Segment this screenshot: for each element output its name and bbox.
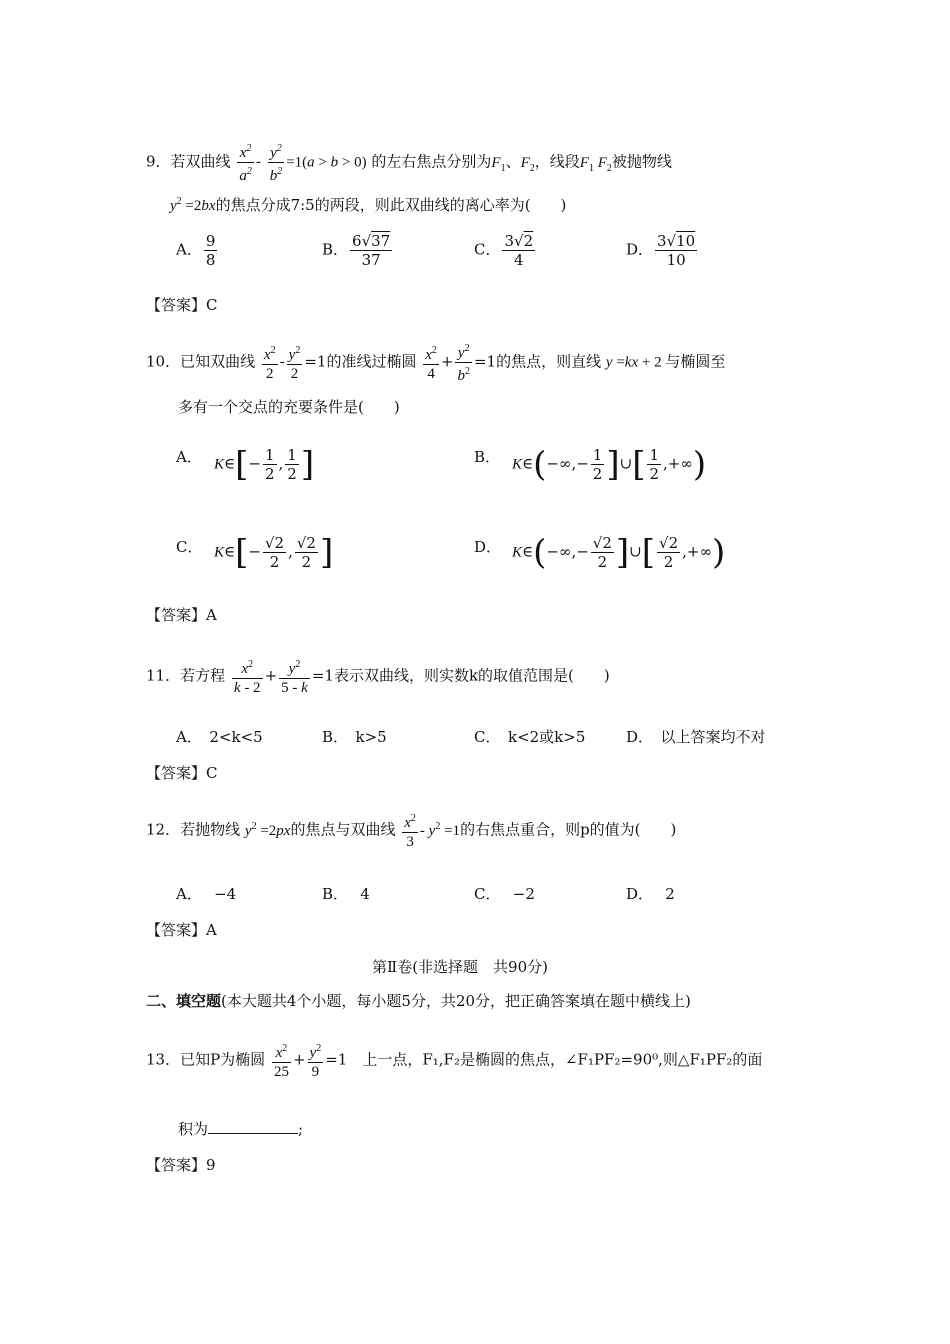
q13-answer: 【答案】9 [146,1156,216,1174]
q10-c-value: K∈[− $\frac{√2}{2}$ , $\frac{√2}{2}$ ] [214,532,334,573]
q9-mid2: ，线段 [534,152,580,171]
q9-option-b[interactable]: B． $\frac{6√37}{37}$ [322,232,391,269]
q10-number: 10． [146,352,181,371]
q10-b-value: K∈(−∞,− $\frac{1}{2}$ ]∪[ $\frac{1}{2}$ ,+∞) [512,444,707,485]
q10-d-value: K∈(−∞,− $\frac{√2}{2}$ ]∪[ $\frac{√2}{2}$ ,+∞) [512,532,726,573]
q9-number: 9． [146,152,171,171]
q9-line2-tail: 的焦点分成7:5的两段，则此双曲线的离心率为( ) [215,196,567,214]
q9-lead: 若双曲线 [170,152,231,171]
q12-option-d[interactable]: D． 2 [626,885,675,903]
q13-frac2: $\frac{y^2}{9}$ [308,1040,324,1081]
section-title: 第Ⅱ卷(非选择题 共90分) [372,958,548,976]
q11-option-d[interactable]: D． 以上答案均不对 [626,728,766,746]
q10-a-value: K∈[− $\frac{1}{2}$ , $\frac{1}{2}$ ] [214,444,315,485]
q9-answer: 【答案】C [146,296,218,314]
q9-b-value: $\frac{6√37}{37}$ [352,232,391,269]
q13-number: 13． [146,1050,181,1069]
q11-line1: 11．若方程 $\frac{x^2}{k - 2}$ + $\frac{y^2}{5 - k}$ =1表示双曲线，则实数k的取值范围是( ) [146,656,610,697]
q9-parabola: $y^2 =2bx$ [170,196,216,214]
q9-c-value: $\frac{3√2}{4}$ [504,232,534,269]
section-heading: 二、填空题 [146,992,222,1010]
q13-answer-blank[interactable] [208,1119,298,1134]
q9-condition: =1(a > b > 0) [286,154,367,171]
q12-option-c[interactable]: C． −2 [474,885,535,903]
q10-option-a[interactable]: A． [176,448,202,466]
q10-option-b[interactable]: B． [474,448,501,466]
q13-frac1: $\frac{x^2}{25}$ [272,1040,291,1081]
q11-option-c[interactable]: C． k<2或k>5 [474,728,586,746]
q9-option-c[interactable]: C． $\frac{3√2}{4}$ [474,232,534,269]
q11-answer: 【答案】C [146,764,218,782]
q9-a-value: $\frac{9}{8}$ [205,232,216,269]
q10-option-c[interactable]: C． [176,538,203,556]
section-heading-line [146,990,691,1012]
q13-line1: 13．已知P为椭圆 $\frac{x^2}{25}$ + $\frac{y^2}{9}$ =1 上一点，F₁,F₂是椭圆的焦点，∠F₁PF₂=90⁰,则△F₁PF₂的面 [146,1040,762,1081]
q12-number: 12． [146,820,181,839]
q12-line1: 12．若抛物线 $y^2 =2px$的焦点与双曲线 $\frac{x^2}{3}$ - $y^2 =1$的右焦点重合，则p的值为( ) [146,810,676,851]
q9-option-d[interactable]: D． $\frac{3√10}{10}$ [626,232,696,269]
q11-option-a[interactable]: A． 2<k<5 [176,728,263,746]
q12-parabola: $y^2 =2px$ [244,820,291,839]
q13-line2: 积为 ; [178,1120,304,1138]
q11-number: 11． [146,666,181,685]
q11-option-b[interactable]: B． k>5 [322,728,387,746]
q10-line-eq: y =kx + 2 [605,354,666,371]
q10-line1: 10．已知双曲线 $\frac{x^2}{2}$ - $\frac{y^2}{2}$ =1的准线过椭圆 $\frac{x^2}{4}$ + $\frac{y^2}{b^2}$ =1的焦点，则直线 y =kx + 2 与椭圆至 [146,340,725,385]
q12-option-a[interactable]: A． −4 [176,885,237,903]
q11-frac1: $\frac{x^2}{k - 2}$ [232,656,263,697]
q11-frac2: $\frac{y^2}{5 - k}$ [279,656,310,697]
section-desc: (本大题共4个小题，每小题5分，共20分，把正确答案填在题中横线上) [221,992,691,1010]
q12-answer: 【答案】A [146,921,217,939]
q10-answer: 【答案】A [146,606,217,624]
q9-frac-y2b2: $\frac{y^2}{b^2}$ [268,140,285,185]
q9-option-a[interactable]: A． $\frac{9}{8}$ [176,232,216,269]
q9-line2 [170,191,566,217]
q9-mid: 的左右焦点分别为 [371,152,492,171]
q10-line2: 多有一个交点的充要条件是( ) [178,398,400,416]
q10-option-d[interactable]: D． [474,538,502,556]
q12-option-b[interactable]: B． 4 [322,885,370,903]
q9-frac-x2a2: $\frac{x^2}{a^2}$ [237,140,254,185]
q9-tail: 被抛物线 [611,152,672,171]
q9-line1: 9．若双曲线 $\frac{x^2}{a^2}$ - $\frac{y^2}{b^2}$ =1(a > b > 0) 的左右焦点分别为$F_1$、$F_2$，线段$F_1$ $F_2$被抛物线 [146,140,672,185]
q9-d-value: $\frac{3√10}{10}$ [657,232,696,269]
